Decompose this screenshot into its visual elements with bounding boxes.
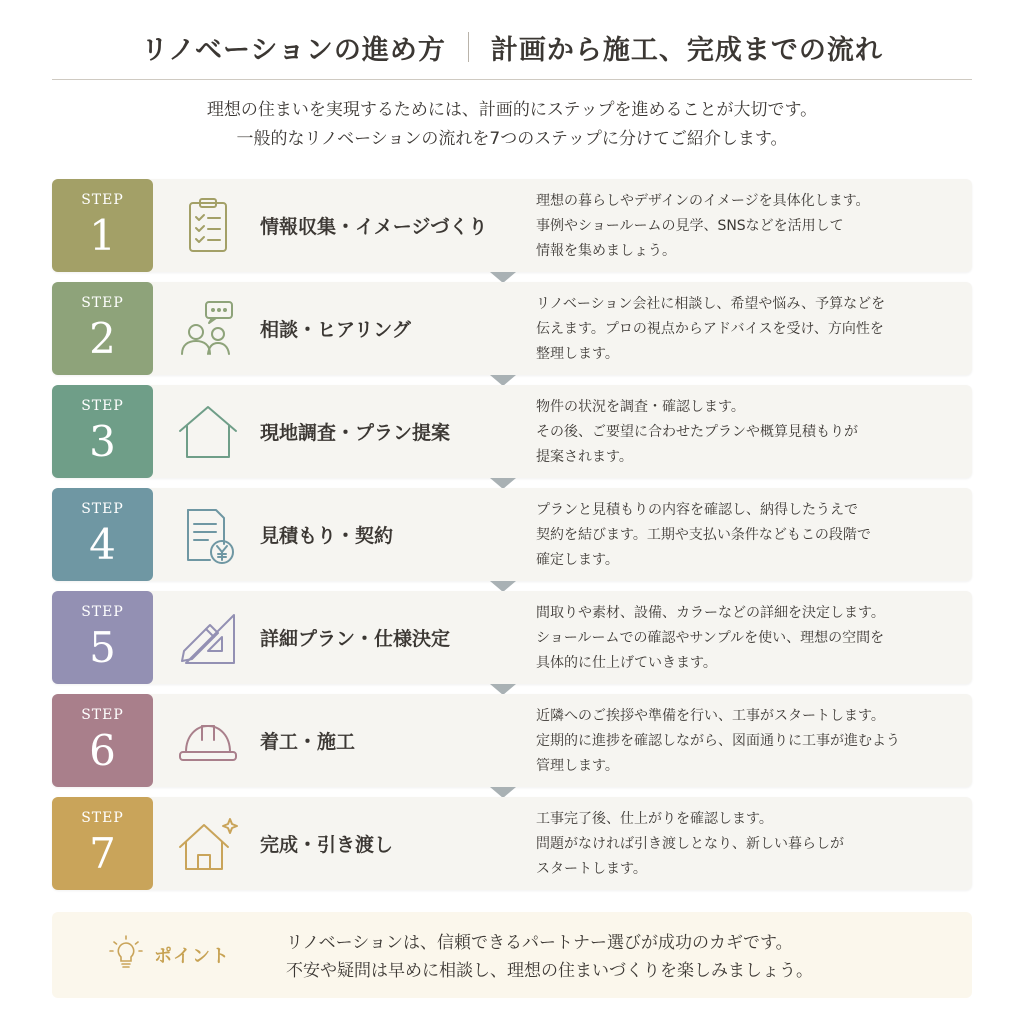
step-title: 完成・引き渡し [260, 834, 394, 856]
step-number: 2 [89, 314, 116, 363]
step-description-line: 理想の暮らしやデザインのイメージを具体化します。 [536, 193, 870, 209]
step-description-line: 工事完了後、仕上がりを確認します。 [536, 811, 773, 827]
step-description-line: 情報を集めましょう。 [536, 243, 676, 259]
step-title: 相談・ヒアリング [260, 319, 411, 341]
page-title: リノベーションの進め方 [141, 34, 446, 66]
step-card-2 [52, 282, 972, 375]
step-description [536, 189, 966, 264]
step-badge [52, 282, 153, 375]
step-number: 3 [89, 417, 116, 466]
step-description [536, 498, 966, 573]
step-title: 詳細プラン・仕様決定 [260, 628, 451, 650]
point-box [52, 912, 972, 998]
step-description-line: 問題がなければ引き渡しとなり、新しい暮らしが [536, 836, 844, 852]
step-description-line: 整理します。 [536, 346, 619, 362]
step-description-line: 提案されます。 [536, 449, 633, 465]
hard-hat-icon [176, 710, 240, 772]
step-badge [52, 179, 153, 272]
step-description [536, 704, 966, 779]
step-title: 着工・施工 [260, 731, 356, 753]
step-label: STEP [81, 192, 124, 208]
lightbulb-icon [108, 934, 144, 974]
step-badge [52, 591, 153, 684]
step-card-1 [52, 179, 972, 272]
step-number: 1 [89, 211, 116, 260]
step-number: 7 [89, 829, 116, 878]
step-description-line: スタートします。 [536, 861, 647, 877]
step-badge [52, 385, 153, 478]
step-description-line: その後、ご要望に合わせたプランや概算見積もりが [536, 424, 858, 440]
step-title: 見積もり・契約 [260, 525, 394, 547]
step-badge [52, 694, 153, 787]
step-description-line: 確定します。 [536, 552, 619, 568]
step-card-6 [52, 694, 972, 787]
step-badge [52, 797, 153, 890]
page-header [0, 22, 1024, 72]
house-sparkle-icon [176, 813, 240, 875]
house-outline-icon [176, 401, 240, 463]
step-description-line: ショールームでの確認やサンプルを使い、理想の空間を [536, 630, 885, 646]
point-line-2: 不安や疑問は早めに相談し、理想の住まいづくりを楽しみましょう。 [286, 961, 813, 981]
estimate-document-yen-icon [176, 504, 240, 566]
step-label: STEP [81, 501, 124, 517]
step-description-line: 契約を結びます。工期や支払い条件などもこの段階で [536, 527, 871, 543]
step-description-line: リノベーション会社に相談し、希望や悩み、予算などを [536, 296, 886, 312]
step-card-7 [52, 797, 972, 890]
step-card-4 [52, 488, 972, 581]
title-divider [468, 32, 469, 62]
step-title: 現地調査・プラン提案 [260, 422, 451, 444]
step-description-line: 間取りや素材、設備、カラーなどの詳細を決定します。 [536, 605, 885, 621]
pencil-triangle-ruler-icon [176, 607, 240, 669]
step-number: 4 [89, 520, 116, 569]
step-label: STEP [81, 398, 124, 414]
step-description [536, 807, 966, 882]
step-badge [52, 488, 153, 581]
step-description-line: 具体的に仕上げていきます。 [536, 655, 717, 671]
step-description-line: 定期的に進捗を確認しながら、図面通りに工事が進むよう [536, 733, 900, 749]
point-text [286, 929, 813, 985]
step-label: STEP [81, 810, 124, 826]
step-label: STEP [81, 295, 124, 311]
step-description [536, 292, 966, 367]
step-card-5 [52, 591, 972, 684]
intro-line-1: 理想の住まいを実現するためには、計画的にステップを進めることが大切です。 [206, 100, 818, 120]
step-number: 6 [89, 726, 116, 775]
step-label: STEP [81, 604, 124, 620]
consultation-people-icon [176, 298, 240, 360]
point-label: ポイント [154, 946, 230, 967]
header-rule [52, 79, 972, 80]
step-description-line: 近隣へのご挨拶や準備を行い、工事がスタートします。 [536, 708, 885, 724]
step-card-3 [52, 385, 972, 478]
page-subtitle: 計画から施工、完成までの流れ [490, 34, 883, 66]
intro-line-2: 一般的なリノベーションの流れを7つのステップに分けてご紹介します。 [236, 129, 788, 149]
step-description-line: 事例やショールームの見学、SNSなどを活用して [536, 218, 844, 234]
step-description-line: 物件の状況を調査・確認します。 [536, 399, 745, 415]
intro-text [0, 96, 1024, 154]
clipboard-checklist-icon [176, 195, 240, 257]
step-label: STEP [81, 707, 124, 723]
point-line-1: リノベーションは、信頼できるパートナー選びが成功のカギです。 [286, 933, 793, 953]
step-description-line: プランと見積もりの内容を確認し、納得したうえで [536, 502, 858, 518]
step-description-line: 伝えます。プロの視点からアドバイスを受け、方向性を [536, 321, 884, 337]
step-number: 5 [89, 623, 116, 672]
step-title: 情報収集・イメージづくり [260, 216, 488, 238]
step-description-line: 管理します。 [536, 758, 619, 774]
step-description [536, 601, 966, 676]
step-description [536, 395, 966, 470]
